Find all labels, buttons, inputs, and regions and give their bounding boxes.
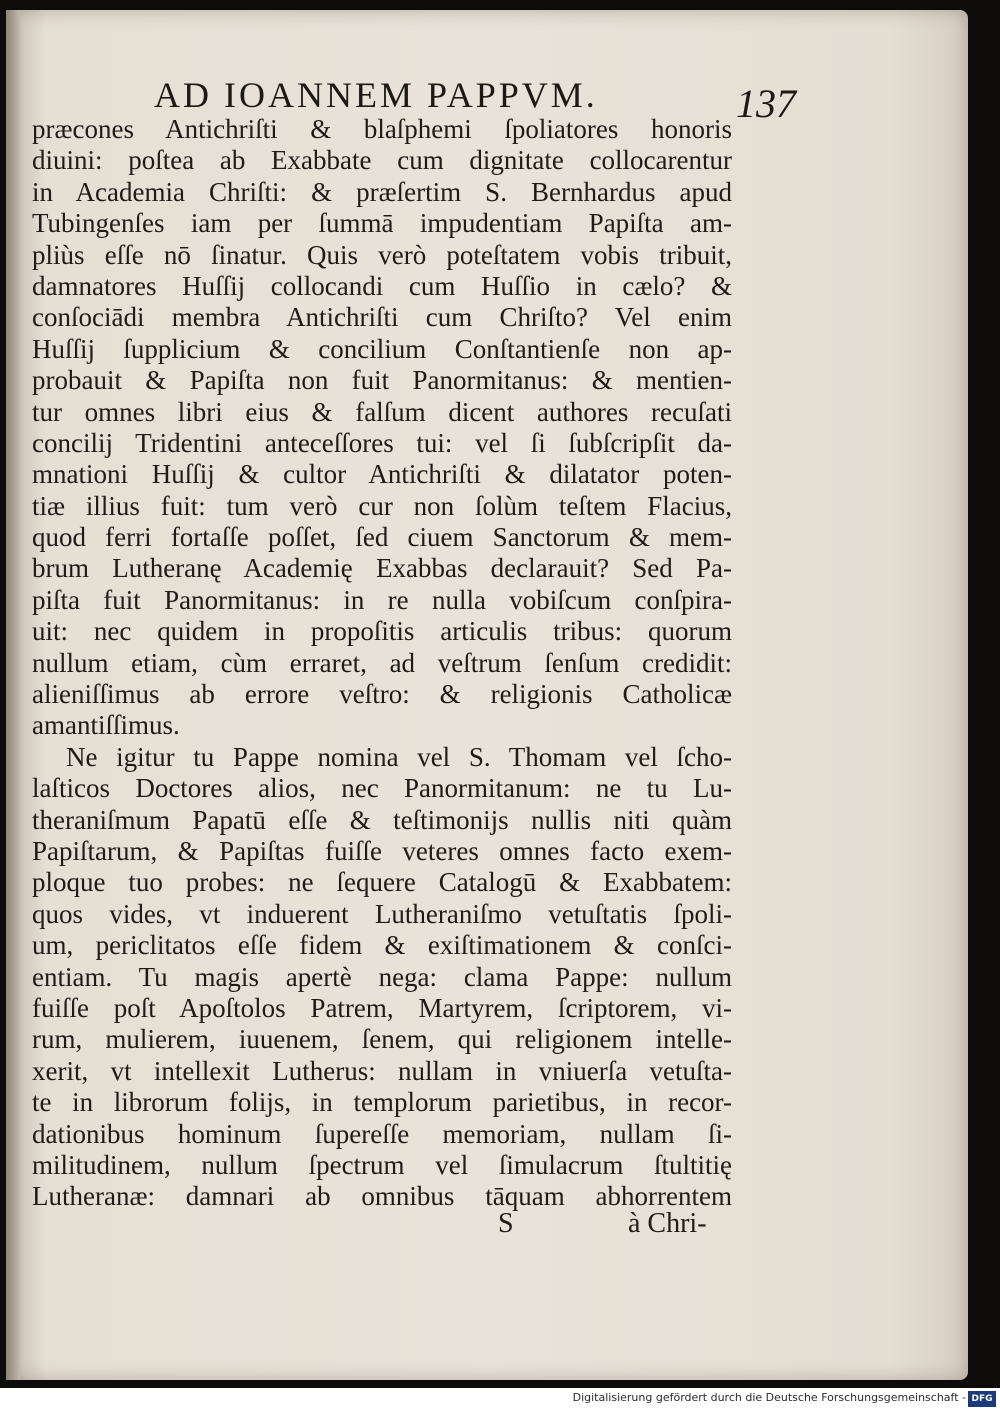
- text-line: in Academia Chriſti: & præſertim S. Bernhardus apud: [32, 176, 732, 207]
- text-line: Ne igitur tu Pappe nomina vel S. Thomam vel ſcho-: [66, 741, 732, 772]
- text-line: Lutheranæ: damnari ab omnibus tāquam abhorrentem: [32, 1181, 732, 1212]
- funding-credit: Digitalisierung gefördert durch die Deutsche Forschungsgemeinschaft -: [572, 1391, 966, 1404]
- text-line: amantiſſimus.: [32, 710, 180, 741]
- text-line: um, periclitatos eſſe fidem & exiſtimationem & conſci-: [32, 930, 732, 961]
- text-line: ploque tuo probes: ne ſequere Catalogū & Exabbatem:: [32, 867, 732, 898]
- text-line: nullum etiam, cùm erraret, ad veſtrum ſenſum credidit:: [32, 647, 732, 678]
- text-line: uit: nec quidem in propoſitis articulis tribus: quorum: [32, 616, 732, 647]
- text-line: damnatores Huſſij collocandi cum Huſſio in cælo? &: [32, 270, 732, 301]
- catchword: à Chri-: [628, 1208, 707, 1239]
- text-line: quos vides, vt induerent Lutheraniſmo vetuſtatis ſpoli-: [32, 898, 732, 929]
- text-line: conſociādi membra Antichriſti cum Chriſto? Vel enim: [32, 302, 732, 333]
- text-line: Huſſij ſupplicium & concilium Conſtantienſe non ap-: [32, 333, 732, 364]
- text-line: præcones Antichriſti & blaſphemi ſpoliatores honoris: [32, 114, 732, 144]
- dfg-logo-icon: DFG: [968, 1391, 996, 1407]
- text-line: probauit & Papiſta non fuit Panormitanus: & mentien-: [32, 365, 732, 396]
- text-line: te in librorum folijs, in templorum parietibus, in recor-: [32, 1087, 732, 1118]
- text-line: Papiſtarum, & Papiſtas fuiſſe veteres omnes facto exem-: [32, 835, 732, 866]
- text-line: entiam. Tu magis apertè nega: clama Pappe: nullum: [32, 961, 732, 992]
- body-text: [32, 114, 732, 1213]
- page-gutter: [6, 10, 20, 1380]
- text-line: rum, mulierem, iuuenem, ſenem, qui religionem intelle-: [32, 1024, 732, 1055]
- text-line: xerit, vt intellexit Lutherus: nullam in vniuerſa vetuſta-: [32, 1055, 732, 1086]
- text-line: alieniſſimus ab errore veſtro: & religionis Catholicæ: [32, 679, 732, 710]
- page-number: 137: [736, 81, 796, 126]
- text-line: tiæ illius fuit: tum verò cur non ſolùm teſtem Flacius,: [32, 490, 732, 521]
- text-line: dationibus hominum ſupereſſe memoriam, nullam ſi-: [32, 1118, 732, 1149]
- text-line: pliùs eſſe nō ſinatur. Quis verò poteſtatem vobis tribuit,: [32, 239, 732, 270]
- text-line: tur omnes libri eius & falſum dicent authores recuſati: [32, 396, 732, 427]
- signature-mark: S: [498, 1208, 514, 1239]
- text-line: laſticos Doctores alios, nec Panormitanum: ne tu Lu-: [32, 773, 732, 804]
- footer-bar: [0, 1388, 1000, 1409]
- text-line: militudinem, nullum ſpectrum vel ſimulacrum ſtultitię: [32, 1149, 732, 1180]
- text-line: diuini: poſtea ab Exabbate cum dignitate collocarentur: [32, 145, 732, 176]
- text-line: theraniſmum Papatū eſſe & teſtimonijs nullis niti quàm: [32, 804, 732, 835]
- running-head: AD IOANNEM PAPPVM.: [154, 75, 598, 115]
- text-line: fuiſſe poſt Apoſtolos Patrem, Martyrem, ſcriptorem, vi-: [32, 992, 732, 1023]
- text-line: piſta fuit Panormitanus: in re nulla vobiſcum conſpira-: [32, 584, 732, 615]
- text-line: quod ferri fortaſſe poſſet, ſed ciuem Sanctorum & mem-: [32, 522, 732, 553]
- text-line: concilij Tridentini anteceſſores tui: vel ſi ſubſcripſit da-: [32, 427, 732, 458]
- text-line: mnationi Huſſij & cultor Antichriſti & dilatator poten-: [32, 459, 732, 490]
- text-line: brum Lutheranę Academię Exabbas declarauit? Sed Pa-: [32, 553, 732, 584]
- text-line: Tubingenſes iam per ſummā impudentiam Papiſta am-: [32, 208, 732, 239]
